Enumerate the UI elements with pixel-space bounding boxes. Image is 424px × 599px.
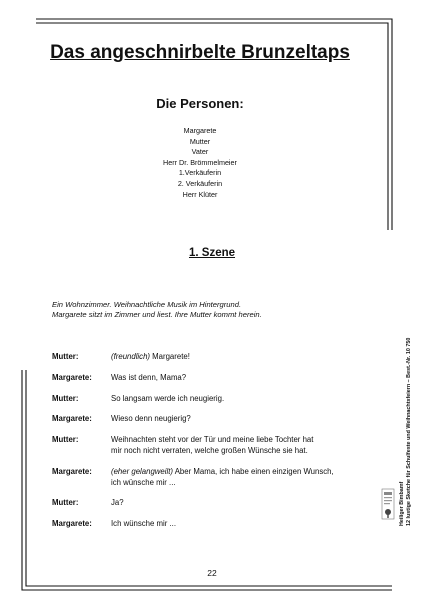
stage-direction-line: Margarete sitzt im Zimmer und liest. Ihre Mutter kommt herein. — [52, 310, 262, 319]
direction: (eher gelangweilt) — [111, 466, 173, 476]
speaker: Mutter: — [52, 435, 79, 445]
dialogue-line: Wieso denn neugierig? — [111, 414, 191, 424]
sidebar-caption: 12 lustige Sketche für Schulfeste und Weihnachtsfeiern – Best.-Nr. 10 750 — [406, 337, 412, 526]
dialogue-line: So langsam werde ich neugierig. — [111, 393, 225, 403]
page-number: 22 — [207, 568, 217, 578]
person-item: Margarete — [183, 126, 217, 135]
dialogue-text — [111, 352, 371, 363]
dialogue — [52, 352, 382, 530]
scene-heading: 1. Szene — [188, 247, 236, 259]
person-item: Vater — [191, 147, 209, 157]
dialogue-text — [111, 435, 371, 457]
publisher-logo — [381, 488, 395, 520]
stage-direction-line: Ein Wohnzimmer. Weihnachtliche Musik im Hintergrund. — [52, 300, 242, 309]
person-item: Mutter — [189, 136, 211, 146]
person-item: 2. Verkäuferin — [177, 178, 223, 188]
dialogue-row — [52, 352, 382, 363]
speaker: Margarete: — [52, 466, 92, 476]
persons-list — [0, 126, 400, 200]
dialogue-text — [111, 467, 371, 489]
dialogue-row — [52, 519, 382, 530]
document-title: Das angeschnirbelte Brunzeltaps — [50, 42, 350, 63]
person-item: Herr Dr. Brömmelmeier — [163, 157, 237, 167]
speaker: Margarete: — [52, 372, 92, 382]
dialogue-line: Aber Mama, ich habe einen einzigen Wunsch, — [174, 466, 334, 476]
dialogue-line: ich wünsche mir ... — [111, 477, 176, 487]
dialogue-line: Was ist denn, Mama? — [111, 372, 187, 382]
persons-heading: Die Personen: — [156, 96, 244, 111]
dialogue-row — [52, 435, 382, 457]
stage-directions — [52, 300, 372, 320]
speaker: Mutter: — [52, 352, 79, 361]
dialogue-line: mir noch nicht verraten, welche großen Wünsche sie hat. — [111, 445, 308, 455]
dialogue-line: Ich wünsche mir ... — [111, 519, 176, 529]
person-item: Herr Klüter — [182, 189, 218, 199]
person-item: 1.Verkäuferin — [178, 168, 222, 178]
dialogue-line: Weihnachten steht vor der Tür und meine liebe Tochter hat — [111, 435, 314, 445]
dialogue-row — [52, 373, 382, 384]
sidebar-title: Heiliger Bimbamf — [399, 481, 405, 526]
speaker: Margarete: — [52, 414, 92, 424]
dialogue-row — [52, 498, 382, 509]
direction: (freundlich) — [111, 352, 150, 361]
dialogue-line: Ja? — [111, 498, 124, 508]
speaker: Margarete: — [52, 519, 92, 529]
speaker: Mutter: — [52, 393, 79, 403]
dialogue-row — [52, 414, 382, 425]
dialogue-row — [52, 394, 382, 405]
speaker: Mutter: — [52, 498, 79, 508]
dialogue-row — [52, 467, 382, 489]
dialogue-line: Margarete! — [152, 352, 190, 361]
